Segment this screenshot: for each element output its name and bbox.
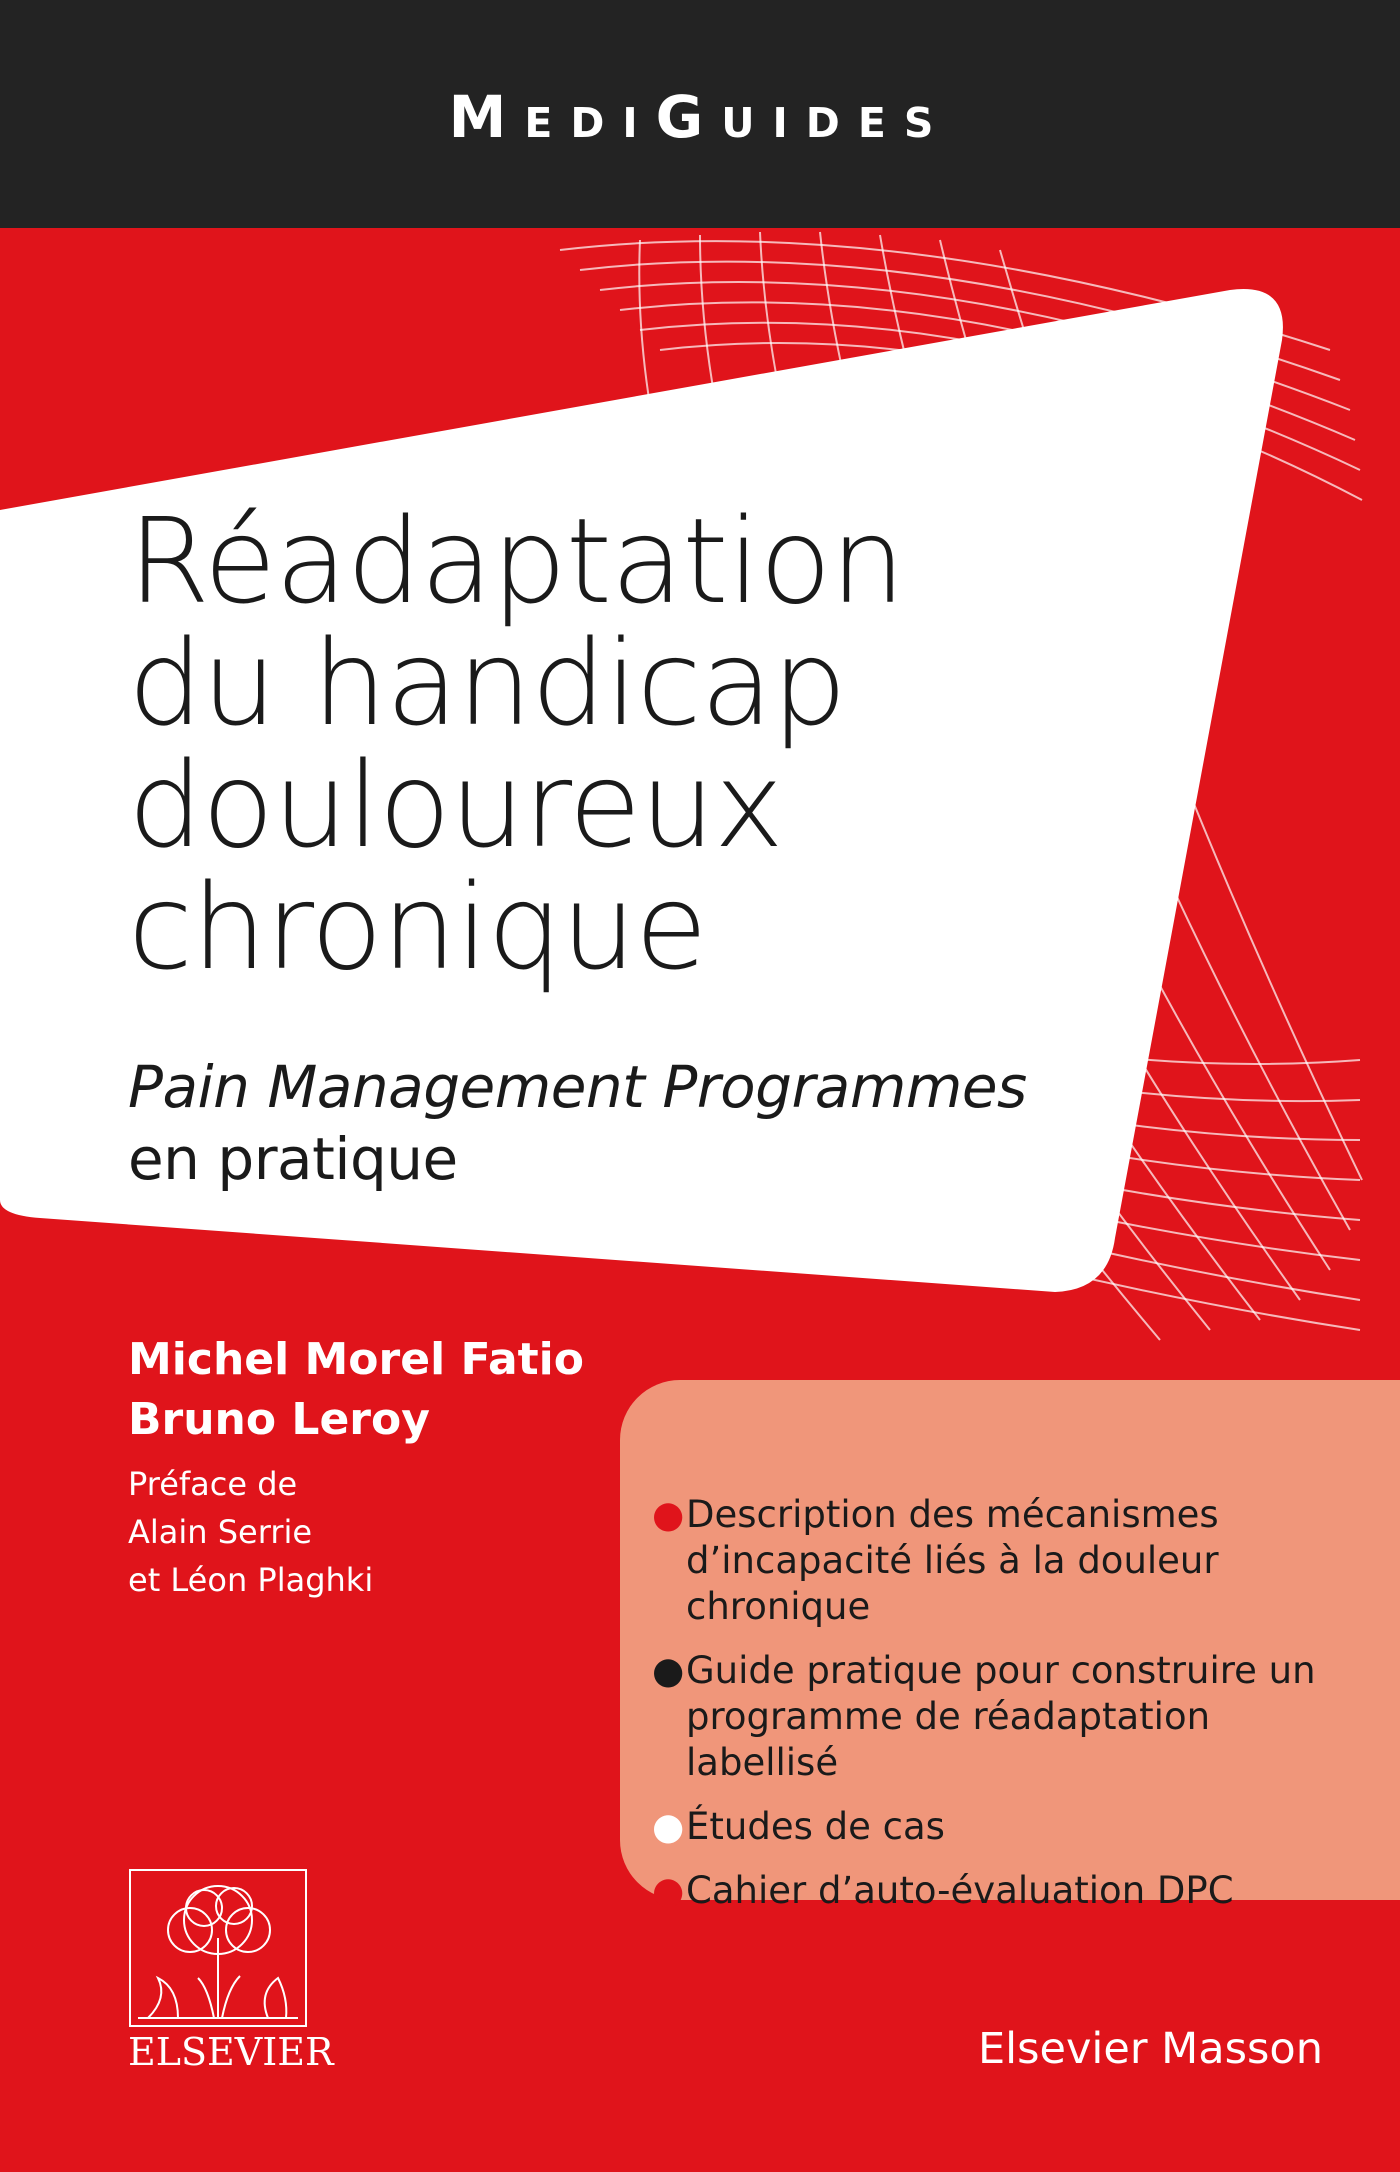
bullet-icon: ● [652, 1649, 685, 1692]
title-line: chronique [128, 858, 707, 996]
preface-credits [128, 1460, 373, 1604]
title-line: Réadaptation [128, 492, 905, 630]
feature-text: Description des mécanismes d’incapacité liés à la douleur chronique [686, 1493, 1219, 1628]
feature-item [652, 1804, 1346, 1850]
bullet-icon: ● [652, 1805, 685, 1848]
author-name: Michel Morel Fatio [128, 1334, 584, 1385]
feature-item [652, 1868, 1346, 1914]
book-title [128, 492, 905, 996]
title-line: douloureux [128, 736, 783, 874]
bullet-icon: ● [652, 1493, 685, 1536]
title-line: du handicap [128, 614, 846, 752]
features-list [652, 1492, 1346, 1932]
feature-text: Cahier d’auto-évaluation DPC [686, 1869, 1234, 1912]
subtitle-italic: Pain Management Programmes [128, 1053, 1027, 1121]
elsevier-tree-logo-icon [128, 1868, 308, 2028]
feature-item [652, 1492, 1346, 1630]
publisher-name: Elsevier Masson [978, 2024, 1323, 2074]
elsevier-wordmark: ELSEVIER [128, 2030, 334, 2074]
preface-line: et Léon Plaghki [128, 1561, 374, 1599]
preface-line: Préface de [128, 1465, 298, 1503]
bullet-icon: ● [652, 1869, 685, 1912]
feature-text: Guide pratique pour construire un programme de réadaptation labellisé [686, 1649, 1316, 1784]
feature-text: Études de cas [686, 1805, 945, 1848]
preface-line: Alain Serrie [128, 1513, 313, 1551]
series-name: MediGuides [448, 83, 952, 151]
subtitle-second-line: en pratique [128, 1125, 458, 1193]
authors [128, 1330, 584, 1450]
feature-item [652, 1648, 1346, 1786]
author-name: Bruno Leroy [128, 1394, 430, 1445]
